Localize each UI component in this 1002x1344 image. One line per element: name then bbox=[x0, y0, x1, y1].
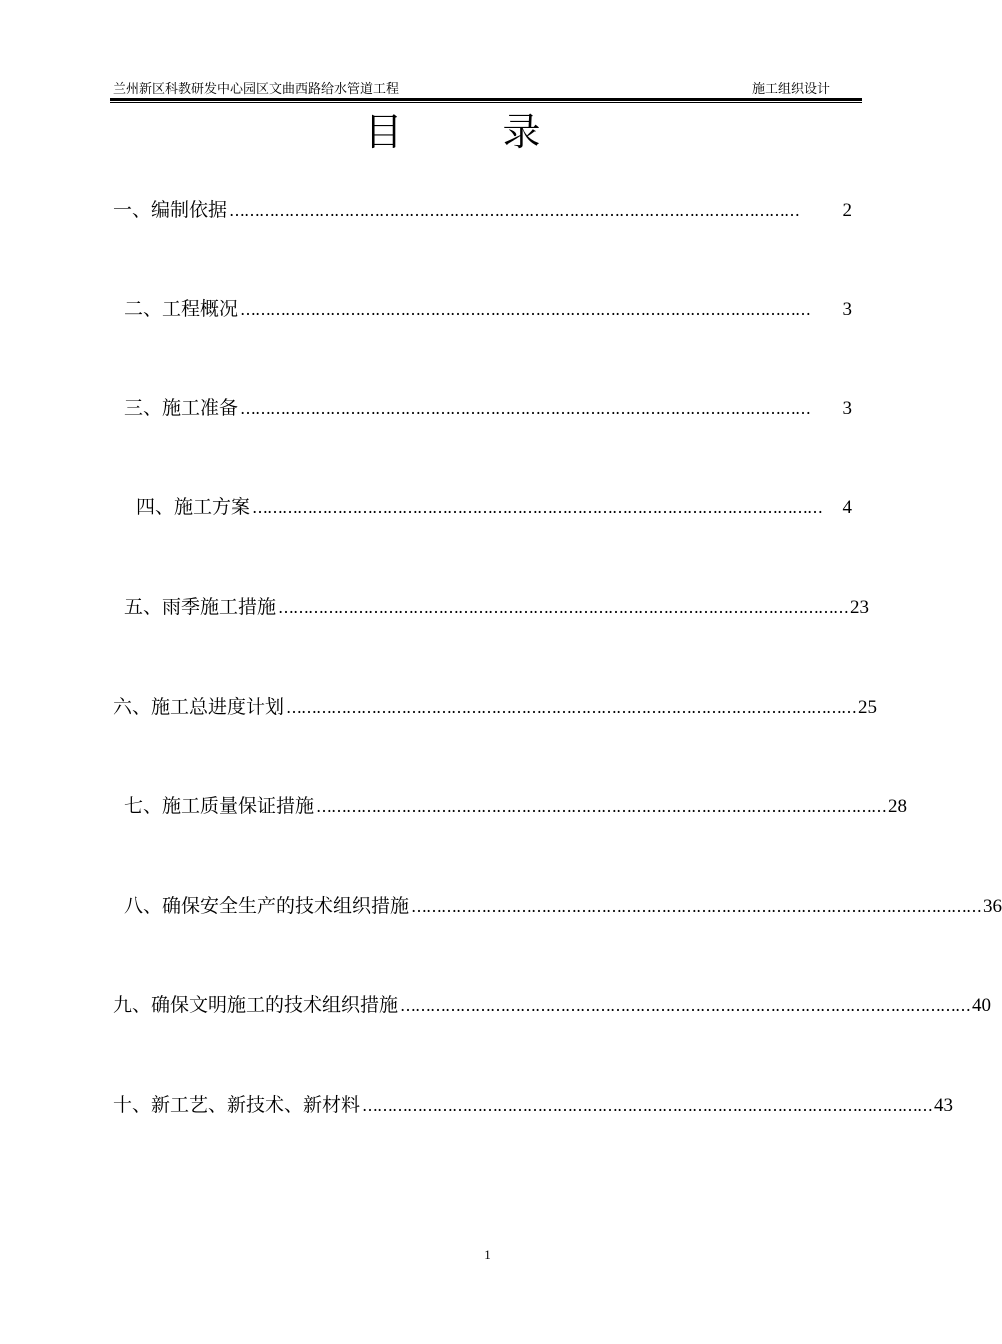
toc-entry-label: 九、确保文明施工的技术组织措施 bbox=[113, 994, 399, 1016]
toc-leader-dots: …………………………………………………………………………………………………… bbox=[278, 598, 849, 617]
toc-entry-label: 四、施工方案 bbox=[136, 496, 251, 518]
toc-leader-dots: …………………………………………………………………………………………………… bbox=[316, 797, 887, 816]
toc-entry[interactable] bbox=[124, 594, 870, 621]
toc-leader-dots: …………………………………………………………………………………………………… bbox=[411, 897, 982, 916]
toc-leader-dots: …………………………………………………………………………………………………… bbox=[229, 201, 800, 220]
toc-entry-label: 一、编制依据 bbox=[113, 199, 228, 221]
toc-entry-page: 3 bbox=[842, 299, 852, 320]
toc-entry-page: 40 bbox=[972, 995, 992, 1016]
toc-entry-page: 43 bbox=[934, 1095, 954, 1116]
toc-entry[interactable] bbox=[113, 1092, 954, 1119]
toc-entry-page: 2 bbox=[842, 200, 852, 221]
toc-entry[interactable] bbox=[136, 494, 852, 521]
toc-entry-page: 36 bbox=[983, 896, 1002, 917]
toc-leader-dots: …………………………………………………………………………………………………… bbox=[240, 399, 811, 418]
toc-entry-page: 28 bbox=[888, 796, 908, 817]
toc-entry-page: 3 bbox=[842, 398, 852, 419]
toc-entry[interactable] bbox=[113, 197, 852, 224]
toc-leader-dots: …………………………………………………………………………………………………… bbox=[240, 300, 811, 319]
toc-entry-label: 八、确保安全生产的技术组织措施 bbox=[124, 895, 410, 917]
toc-leader-dots: …………………………………………………………………………………………………… bbox=[252, 498, 823, 517]
toc-entry[interactable] bbox=[113, 992, 992, 1019]
toc-entry-label: 三、施工准备 bbox=[124, 397, 239, 419]
toc-entry-page: 25 bbox=[858, 697, 878, 718]
toc-entry[interactable] bbox=[124, 793, 908, 820]
toc-entry-page: 4 bbox=[842, 497, 852, 518]
toc-entry[interactable] bbox=[124, 395, 852, 422]
toc-entry[interactable] bbox=[113, 694, 878, 721]
toc-entry-label: 六、施工总进度计划 bbox=[113, 696, 285, 718]
toc-entry[interactable] bbox=[124, 893, 1002, 920]
toc-entry-label: 五、雨季施工措施 bbox=[124, 596, 277, 618]
toc-entry[interactable] bbox=[124, 296, 852, 323]
toc-entry-page: 23 bbox=[850, 597, 870, 618]
header-rule-thin bbox=[110, 102, 862, 103]
toc-title: 目录 bbox=[364, 110, 641, 154]
toc-entry-label: 七、施工质量保证措施 bbox=[124, 795, 315, 817]
toc-entry-label: 二、工程概况 bbox=[124, 298, 239, 320]
header-project-title: 兰州新区科教研发中心园区文曲西路给水管道工程 bbox=[113, 82, 400, 97]
header-rule bbox=[110, 98, 862, 101]
page-number: 1 bbox=[484, 1247, 491, 1262]
header-doc-type: 施工组织设计 bbox=[752, 82, 831, 97]
toc-leader-dots: …………………………………………………………………………………………………… bbox=[286, 698, 857, 717]
toc-leader-dots: …………………………………………………………………………………………………… bbox=[400, 996, 971, 1015]
toc-leader-dots: …………………………………………………………………………………………………… bbox=[362, 1096, 933, 1115]
toc-entry-label: 十、新工艺、新技术、新材料 bbox=[113, 1094, 361, 1116]
